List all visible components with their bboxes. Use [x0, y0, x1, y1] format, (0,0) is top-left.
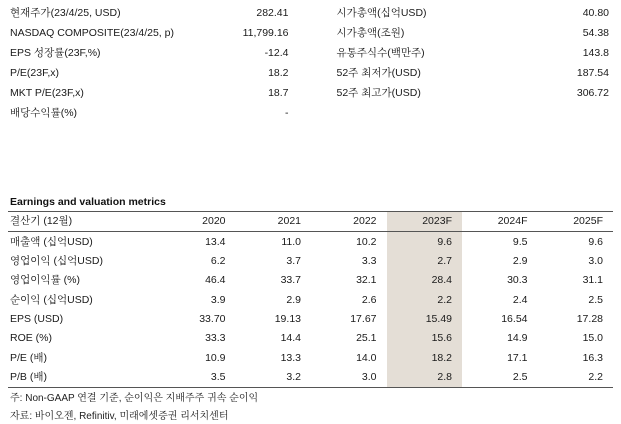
table-row: [8, 64, 311, 84]
cell-value: 13.4: [205, 235, 226, 248]
cell-value: 2.4: [512, 293, 528, 306]
cell-value: 18.2: [387, 349, 463, 368]
cell-value: 33.3: [205, 332, 226, 345]
row-label: 순이익 (십억USD): [10, 293, 93, 306]
summary-value: 306.72: [576, 87, 609, 99]
cell-value: 3.0: [588, 254, 603, 267]
table-row: [8, 291, 613, 310]
table-row: [8, 271, 613, 290]
table-row: [311, 64, 614, 84]
column-header-2023f: 2023F: [387, 212, 463, 232]
cell-value: 25.1: [356, 332, 377, 345]
row-label: 영업이익 (십억USD): [10, 254, 103, 267]
column-header-period: 결산기 (12월): [8, 212, 160, 232]
summary-left-table: [8, 4, 311, 124]
cell-value: 13.3: [280, 351, 301, 364]
cell-value: 15.49: [387, 310, 463, 329]
table-row: [311, 24, 614, 44]
summary-value: 18.2: [268, 67, 289, 79]
cell-value: 2.2: [538, 368, 614, 388]
cell-value: 31.1: [582, 274, 603, 287]
table-row: [8, 4, 311, 24]
cell-value: 14.4: [280, 332, 301, 345]
table-row: [8, 44, 311, 64]
cell-value: 2.8: [387, 368, 463, 388]
cell-value: 15.0: [582, 332, 603, 345]
table-note: 주: Non-GAAP 연결 기준, 순이익은 지배주주 귀속 순이익: [10, 393, 259, 405]
summary-label: P/E(23F,x): [10, 67, 60, 79]
cell-value: 32.1: [356, 274, 377, 287]
summary-label: 시가총액(조원): [336, 27, 405, 39]
metrics-title: Earnings and valuation metrics: [10, 196, 166, 208]
table-header-row: [8, 212, 613, 232]
summary-label: EPS 성장률(23F,%): [10, 47, 101, 59]
earnings-valuation-table: [8, 211, 613, 388]
summary-value: 18.7: [268, 87, 289, 99]
cell-value: 6.2: [210, 254, 226, 267]
cell-value: 14.9: [507, 332, 528, 345]
cell-value: 17.28: [576, 313, 603, 326]
cell-value: 17.67: [350, 313, 377, 326]
table-row: [8, 104, 311, 124]
cell-value: 46.4: [205, 274, 226, 287]
cell-value: 9.5: [512, 235, 528, 248]
summary-value: 143.8: [582, 47, 609, 59]
cell-value: 3.5: [160, 368, 236, 388]
summary-value: -12.4: [264, 47, 289, 59]
summary-value: -: [285, 107, 289, 119]
summary-right-column: [311, 4, 614, 124]
summary-block: [8, 0, 613, 124]
cell-value: 11.0: [281, 235, 301, 248]
column-header-2021: 2021: [236, 212, 312, 232]
cell-value: 3.2: [236, 368, 312, 388]
table-row: [8, 329, 613, 348]
table-row: [8, 24, 311, 44]
cell-value: 3.3: [361, 254, 377, 267]
table-row: [8, 232, 613, 252]
cell-value: 2.5: [588, 293, 603, 306]
table-source: 자료: 바이오젠, Refinitiv, 미래에셋증권 리서치센터: [10, 411, 229, 423]
column-header-2025f: 2025F: [538, 212, 614, 232]
summary-label: 52주 최고가(USD): [336, 87, 421, 99]
summary-value: 187.54: [576, 67, 609, 79]
row-label: ROE (%): [10, 332, 52, 345]
summary-label: 배당수익률(%): [10, 107, 78, 119]
cell-value: 28.4: [387, 271, 463, 290]
row-label: P/E (배): [10, 351, 47, 364]
cell-value: 15.6: [387, 329, 463, 348]
cell-value: 2.2: [387, 291, 463, 310]
cell-value: 10.9: [205, 351, 226, 364]
cell-value: 3.0: [311, 368, 387, 388]
summary-value: 40.80: [582, 7, 609, 19]
summary-label: MKT P/E(23F,x): [10, 87, 84, 99]
cell-value: 16.54: [501, 313, 528, 326]
summary-value: 54.38: [582, 27, 609, 39]
cell-value: 9.6: [588, 235, 603, 248]
cell-value: 33.7: [280, 274, 301, 287]
summary-right-table: [311, 4, 614, 111]
table-row: [8, 84, 311, 104]
table-row: [8, 368, 613, 388]
cell-value: 9.6: [387, 232, 463, 252]
summary-label: 현재주가(23/4/25, USD): [10, 7, 121, 19]
summary-label: NASDAQ COMPOSITE(23/4/25, p): [10, 27, 174, 39]
cell-value: 17.1: [507, 351, 528, 364]
cell-value: 33.70: [199, 313, 226, 326]
table-row: [8, 310, 613, 329]
cell-value: 2.5: [462, 368, 538, 388]
cell-value: 2.9: [512, 254, 528, 267]
row-label: 매출액 (십억USD): [10, 235, 93, 248]
table-row: [8, 349, 613, 368]
table-row: [311, 84, 614, 104]
summary-label: 시가총액(십억USD): [336, 7, 427, 19]
summary-label: 유통주식수(백만주): [336, 47, 425, 59]
table-row: [8, 252, 613, 271]
metrics-section: [8, 124, 613, 424]
summary-value: 11,799.16: [242, 27, 289, 39]
cell-value: 19.13: [274, 313, 301, 326]
row-label: 영업이익률 (%): [10, 274, 80, 287]
cell-value: 2.6: [361, 293, 377, 306]
summary-label: 52주 최저가(USD): [336, 67, 421, 79]
cell-value: 2.7: [387, 252, 463, 271]
column-header-2024f: 2024F: [462, 212, 538, 232]
cell-value: 10.2: [356, 235, 377, 248]
cell-value: 3.9: [210, 293, 226, 306]
cell-value: 2.9: [286, 293, 301, 306]
row-label: P/B (배): [8, 368, 160, 388]
table-row: [311, 104, 614, 111]
table-row: [311, 44, 614, 64]
summary-label: [311, 104, 542, 111]
cell-value: 30.3: [507, 274, 528, 287]
summary-value: 282.41: [256, 7, 289, 19]
cell-value: 16.3: [582, 351, 603, 364]
summary-value: [541, 104, 613, 111]
row-label: EPS (USD): [10, 313, 64, 326]
column-header-2020: 2020: [160, 212, 236, 232]
cell-value: 14.0: [356, 351, 377, 364]
table-row: [311, 4, 614, 24]
column-header-2022: 2022: [311, 212, 387, 232]
cell-value: 3.7: [286, 254, 301, 267]
summary-left-column: [8, 4, 311, 124]
